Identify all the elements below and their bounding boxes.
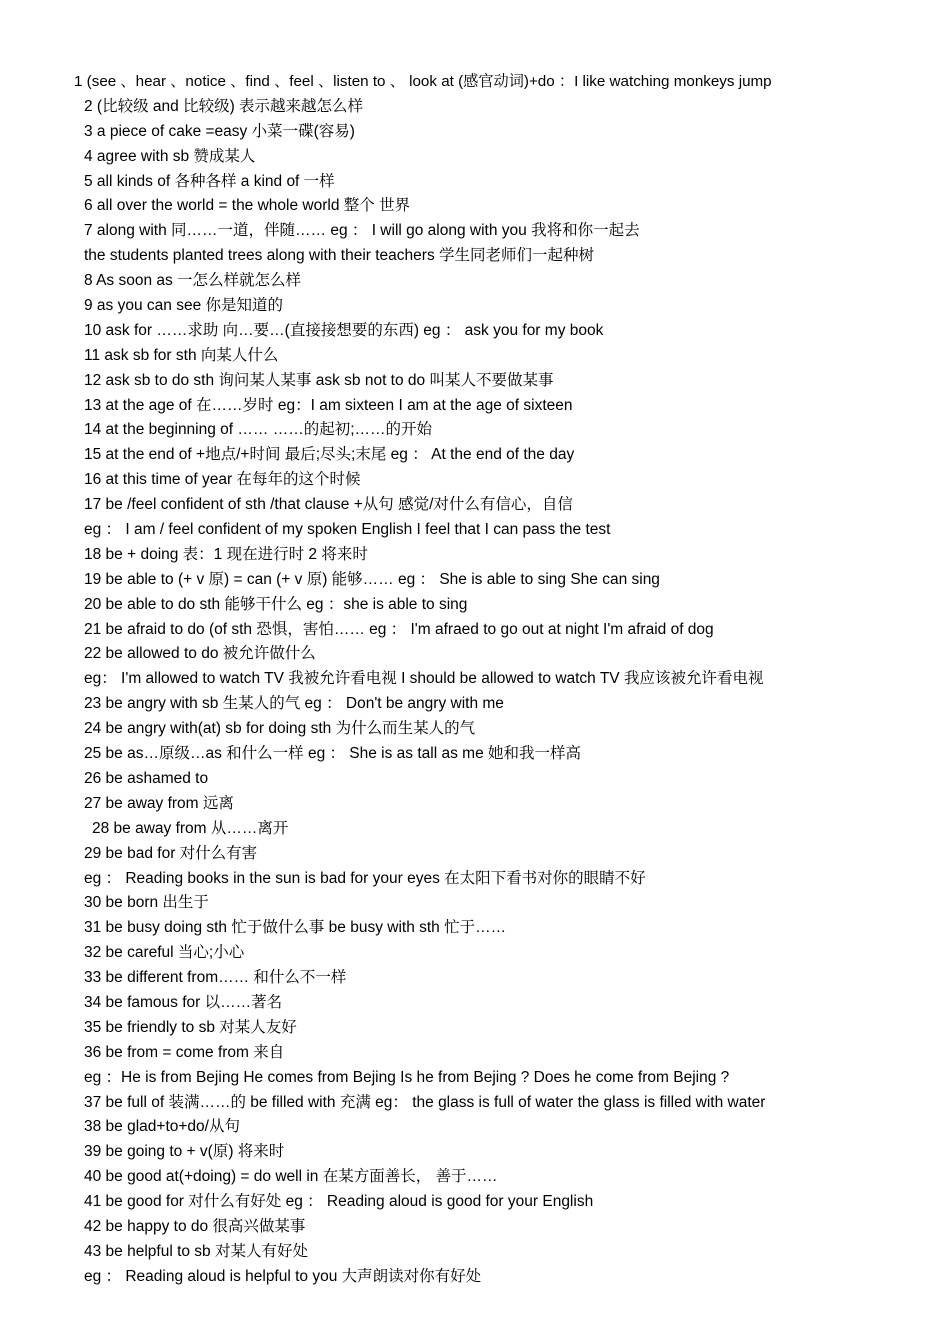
text-line: 25 be as…原级…as 和什么一样 eg ： She is as tall as me 她和我一样高 xyxy=(84,745,582,763)
text-line: 27 be away from 远离 xyxy=(84,794,234,812)
text-line: 32 be careful 当心;小心 xyxy=(84,944,245,962)
text-line: 36 be from = come from 来自 xyxy=(84,1043,285,1061)
text-line: 9 as you can see 你是知道的 xyxy=(84,297,283,315)
text-line: eg ： I am / feel confident of my spoken English I feel that I can pass the test xyxy=(84,521,611,539)
text-line: 22 be allowed to do 被允许做什么 xyxy=(84,645,316,663)
text-line: 30 be born 出生于 xyxy=(84,894,209,912)
text-line: 4 agree with sb 赞成某人 xyxy=(84,147,256,165)
text-line: 11 ask sb for sth 向某人什么 xyxy=(84,346,279,364)
text-line: eg ： Reading aloud is helpful to you 大声朗读对你有好处 xyxy=(84,1267,482,1285)
text-line: 28 be away from 从……离开 xyxy=(92,819,289,837)
text-line: 6 all over the world = the whole world 整个 世界 xyxy=(84,197,411,215)
text-line: 12 ask sb to do sth 询问某人某事 ask sb not to do 叫某人不要做某事 xyxy=(84,371,554,389)
text-line: 40 be good at(+doing) = do well in 在某方面善长， 善于…… xyxy=(84,1168,498,1186)
text-line: 35 be friendly to sb 对某人友好 xyxy=(84,1018,297,1036)
text-line: 23 be angry with sb 生某人的气 eg ： Don't be angry with me xyxy=(84,695,504,713)
text-line: 15 at the end of +地点/+时间 最后;尽头;末尾 eg ： At the end of the day xyxy=(84,446,575,464)
phrase-list xyxy=(74,70,944,1290)
text-line: the students planted trees along with their teachers 学生同老师们一起种树 xyxy=(84,247,594,265)
text-line: 14 at the beginning of …… ……的起初;……的开始 xyxy=(84,421,433,439)
text-line: 38 be glad+to+do/从句 xyxy=(84,1118,240,1136)
text-line: 1 (see 、hear 、notice 、find 、feel 、listen to 、 look at (感官动词)+do ：I like watching monkeys jump xyxy=(74,73,772,90)
text-line: 31 be busy doing sth 忙于做什么事 be busy with sth 忙于…… xyxy=(84,919,507,937)
text-line: 37 be full of 装满……的 be filled with 充满 eg： the glass is full of water the glass is filled with water xyxy=(84,1093,766,1111)
text-line: 39 be going to + v(原) 将来时 xyxy=(84,1143,285,1161)
text-line: 21 be afraid to do (of sth 恐惧，害怕…… eg ： I'm afraed to go out at night I'm afraid of dog xyxy=(84,620,714,638)
text-line: eg ： Reading books in the sun is bad for your eyes 在太阳下看书对你的眼睛不好 xyxy=(84,869,646,887)
text-line: eg ：He is from Bejing He comes from Bejing Is he from Bejing ? Does he come from Bejing ? xyxy=(84,1068,730,1086)
text-line: 18 be + doing 表：1 现在进行时 2 将来时 xyxy=(84,545,368,563)
text-line: 42 be happy to do 很高兴做某事 xyxy=(84,1217,306,1235)
text-line: 13 at the age of 在……岁时 eg：I am sixteen I am at the age of sixteen xyxy=(84,396,573,414)
text-line: eg： I'm allowed to watch TV 我被允许看电视 I should be allowed to watch TV 我应该被允许看电视 xyxy=(84,670,764,688)
text-line: 24 be angry with(at) sb for doing sth 为什么而生某人的气 xyxy=(84,720,476,738)
text-line: 19 be able to (+ v 原) = can (+ v 原) 能够…… eg ： She is able to sing She can sing xyxy=(84,570,660,588)
text-line: 5 all kinds of 各种各样 a kind of 一样 xyxy=(84,172,335,190)
text-line: 26 be ashamed to xyxy=(84,769,209,787)
text-line: 33 be different from…… 和什么不一样 xyxy=(84,969,347,987)
text-line: 3 a piece of cake =easy 小菜一碟(容易) xyxy=(84,122,355,140)
text-line: 29 be bad for 对什么有害 xyxy=(84,844,258,862)
text-line: 8 As soon as 一怎么样就怎么样 xyxy=(84,272,302,290)
text-line: 34 be famous for 以……著名 xyxy=(84,993,283,1011)
text-line: 20 be able to do sth 能够干什么 eg ：she is able to sing xyxy=(84,595,468,613)
text-line: 41 be good for 对什么有好处 eg ： Reading aloud is good for your English xyxy=(84,1193,594,1211)
text-line: 17 be /feel confident of sth /that clause +从句 感觉/对什么有信心，自信 xyxy=(84,496,573,514)
text-line: 16 at this time of year 在每年的这个时候 xyxy=(84,471,361,489)
text-line: 2 (比较级 and 比较级) 表示越来越怎么样 xyxy=(84,97,364,115)
text-line: 10 ask for ……求助 向…要…(直接接想要的东西) eg ： ask you for my book xyxy=(84,321,604,339)
text-line: 43 be helpful to sb 对某人有好处 xyxy=(84,1242,308,1260)
text-line: 7 along with 同……一道，伴随…… eg ： I will go along with you 我将和你一起去 xyxy=(84,222,640,240)
